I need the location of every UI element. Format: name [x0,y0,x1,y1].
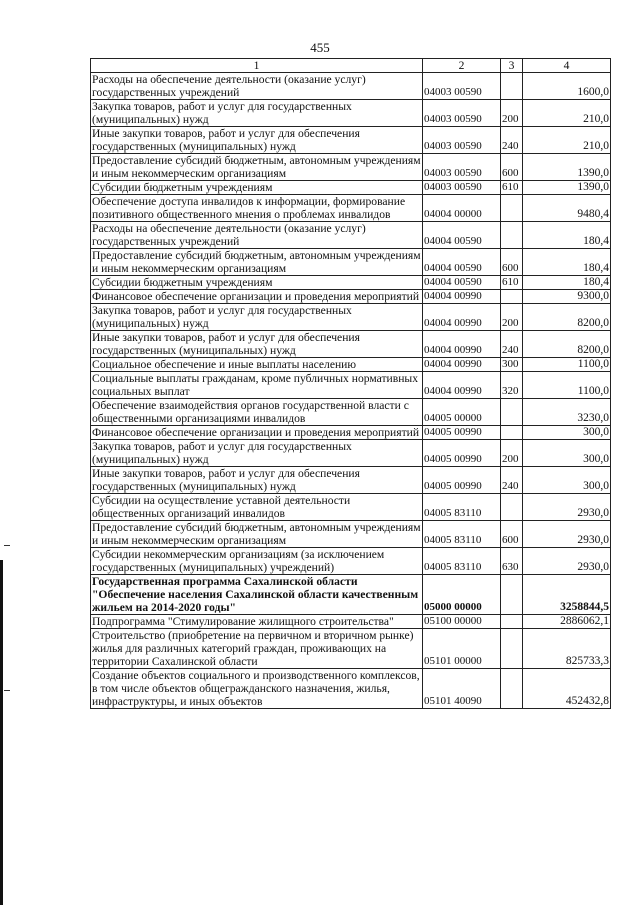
row-name-cell: Закупка товаров, работ и услуг для государственных (муниципальных) нужд [91,440,423,467]
row-amount-cell: 210,0 [523,100,611,127]
row-name-cell: Финансовое обеспечение организации и проведения мероприятий [91,426,423,440]
row-code-cell: 04005 83110 [423,548,501,575]
row-type-cell: 200 [501,304,523,331]
row-code-cell: 04004 00990 [423,290,501,304]
row-name-cell: Строительство (приобретение на первичном и вторичном рынке) жилья для различных категорий граждан, проживающих на территории Сахалинской области [91,629,423,669]
row-type-cell [501,399,523,426]
row-type-cell [501,494,523,521]
row-code-cell: 04005 00000 [423,399,501,426]
row-type-cell [501,575,523,615]
row-code-cell: 04004 00590 [423,276,501,290]
row-code-cell: 04004 00990 [423,331,501,358]
row-name-cell: Субсидии некоммерческим организациям (за исключением государственных (муниципальных) учреждений) [91,548,423,575]
row-name-cell: Иные закупки товаров, работ и услуг для обеспечения государственных (муниципальных) нужд [91,467,423,494]
table-row [91,181,611,195]
row-amount-cell: 9480,4 [523,195,611,222]
row-name-cell: Расходы на обеспечение деятельности (оказание услуг) государственных учреждений [91,222,423,249]
row-name-cell: Субсидии бюджетным учреждениям [91,276,423,290]
row-code-cell: 05100 00000 [423,615,501,629]
row-code-cell: 04003 00590 [423,73,501,100]
row-name-cell: Предоставление субсидий бюджетным, автономным учреждениям и иным некоммерческим организациям [92,249,421,275]
table-row [91,426,611,440]
row-type-cell [501,290,523,304]
row-type-cell: 600 [501,521,523,548]
row-code-cell: 04003 00590 [423,127,501,154]
row-name-cell: Иные закупки товаров, работ и услуг для обеспечения государственных (муниципальных) нужд [91,331,423,358]
row-type-cell [501,669,523,709]
row-amount-cell: 180,4 [523,276,611,290]
row-amount-cell: 1100,0 [523,372,611,399]
table-row [91,276,611,290]
row-code-cell: 04003 00590 [423,181,501,195]
row-name-cell: Социальное обеспечение и иные выплаты населению [91,358,423,372]
row-code-cell: 04003 00590 [423,154,501,181]
scan-margin-tick [4,545,10,546]
row-name-cell: Обеспечение доступа инвалидов к информации, формирование позитивного общественного мнения о проблемах инвалидов [91,195,423,222]
row-amount-cell: 300,0 [523,467,611,494]
header-col-2: 2 [423,59,501,73]
row-amount-cell: 825733,3 [523,629,611,669]
budget-table [90,58,611,709]
table-row [91,548,611,575]
row-amount-cell: 452432,8 [523,669,611,709]
table-row [91,195,611,222]
row-name-cell: Расходы на обеспечение деятельности (оказание услуг) государственных учреждений [91,73,423,100]
row-amount-cell: 9300,0 [523,290,611,304]
row-type-cell [501,195,523,222]
row-code-cell: 04005 00990 [423,440,501,467]
table-row [91,358,611,372]
row-name-cell: Создание объектов социального и производственного комплексов, в том числе объектов общегражданского назначения, жилья, инфраструктуры, и иных объектов [91,669,423,709]
row-code-cell: 04005 83110 [423,494,501,521]
row-type-cell: 600 [501,154,523,181]
row-name-cell: Закупка товаров, работ и услуг для государственных (муниципальных) нужд [91,100,423,127]
row-amount-cell: 3230,0 [523,399,611,426]
row-code-cell: 04005 00990 [423,426,501,440]
table-row [91,669,611,709]
row-amount-cell: 210,0 [523,127,611,154]
row-code-cell: 05101 00000 [423,629,501,669]
row-amount-cell: 8200,0 [523,304,611,331]
row-type-cell: 200 [501,440,523,467]
row-amount-cell: 300,0 [523,426,611,440]
row-amount-cell: 1390,0 [523,154,611,181]
row-code-cell: 04004 00590 [423,222,501,249]
table-row [91,615,611,629]
row-type-cell [501,629,523,669]
row-type-cell: 600 [501,249,523,276]
row-name-cell: Субсидии на осуществление уставной деятельности общественных организаций инвалидов [91,494,423,521]
table-header-row [91,59,611,73]
row-type-cell: 240 [501,467,523,494]
row-name-cell: Предоставление субсидий бюджетным, автономным учреждениям и иным некоммерческим организациям [92,521,421,547]
row-type-cell: 240 [501,331,523,358]
row-code-cell: 04004 00990 [423,358,501,372]
row-code-cell: 04004 00990 [423,304,501,331]
row-name-cell: Субсидии бюджетным учреждениям [91,181,423,195]
row-type-cell [501,426,523,440]
row-amount-cell: 8200,0 [523,331,611,358]
row-name-cell: Финансовое обеспечение организации и проведения мероприятий [91,290,423,304]
table-row [91,575,611,615]
row-name-cell: Иные закупки товаров, работ и услуг для обеспечения государственных (муниципальных) нужд [91,127,423,154]
row-amount-cell: 180,4 [523,222,611,249]
row-code-cell: 04003 00590 [423,100,501,127]
table-row [91,222,611,249]
row-name-cell: Предоставление субсидий бюджетным, автономным учреждениям и иным некоммерческим организациям [92,154,421,180]
row-type-cell: 610 [501,181,523,195]
row-name-cell: Государственная программа Сахалинской области "Обеспечение населения Сахалинской области качественным жильем на 2014-2020 годы" [91,575,423,615]
table-row [91,127,611,154]
row-amount-cell: 1600,0 [523,73,611,100]
table-row [91,331,611,358]
row-code-cell: 04004 00000 [423,195,501,222]
row-amount-cell: 300,0 [523,440,611,467]
row-type-cell: 610 [501,276,523,290]
row-amount-cell: 1390,0 [523,181,611,195]
row-type-cell [501,222,523,249]
row-amount-cell: 2930,0 [523,521,611,548]
row-amount-cell: 2886062,1 [523,615,611,629]
table-row [91,154,611,181]
table-row [91,249,611,276]
table-row [91,494,611,521]
row-code-cell: 04005 00990 [423,467,501,494]
table-row [91,73,611,100]
scan-margin-tick [4,690,10,691]
row-code-cell: 05101 40090 [423,669,501,709]
page-number: 455 [310,40,330,55]
table-row [91,372,611,399]
row-code-cell: 05000 00000 [423,575,501,615]
row-name-cell: Обеспечение взаимодействия органов государственной власти с общественными организациями инвалидов [91,399,423,426]
table-row [91,100,611,127]
row-type-cell: 320 [501,372,523,399]
row-name-cell: Закупка товаров, работ и услуг для государственных (муниципальных) нужд [91,304,423,331]
row-type-cell: 240 [501,127,523,154]
row-amount-cell: 2930,0 [523,548,611,575]
table-body [91,73,611,709]
table-row [91,399,611,426]
row-name-cell: Социальные выплаты гражданам, кроме публичных нормативных социальных выплат [91,372,423,399]
row-amount-cell: 1100,0 [523,358,611,372]
row-name-cell: Подпрограмма "Стимулирование жилищного строительства" [91,615,423,629]
header-col-4: 4 [523,59,611,73]
row-code-cell: 04004 00590 [423,249,501,276]
header-col-1: 1 [91,59,423,73]
table-row [91,521,611,548]
row-type-cell: 300 [501,358,523,372]
row-type-cell [501,615,523,629]
scan-margin-mark [0,560,3,905]
table-row [91,629,611,669]
row-amount-cell: 2930,0 [523,494,611,521]
table-row [91,467,611,494]
row-amount-cell: 3258844,5 [523,575,611,615]
table-row [91,304,611,331]
header-col-3: 3 [501,59,523,73]
table-row [91,440,611,467]
row-amount-cell: 180,4 [523,249,611,276]
row-type-cell: 630 [501,548,523,575]
table-row [91,290,611,304]
row-type-cell [501,73,523,100]
row-type-cell: 200 [501,100,523,127]
row-code-cell: 04005 83110 [423,521,501,548]
row-code-cell: 04004 00990 [423,372,501,399]
